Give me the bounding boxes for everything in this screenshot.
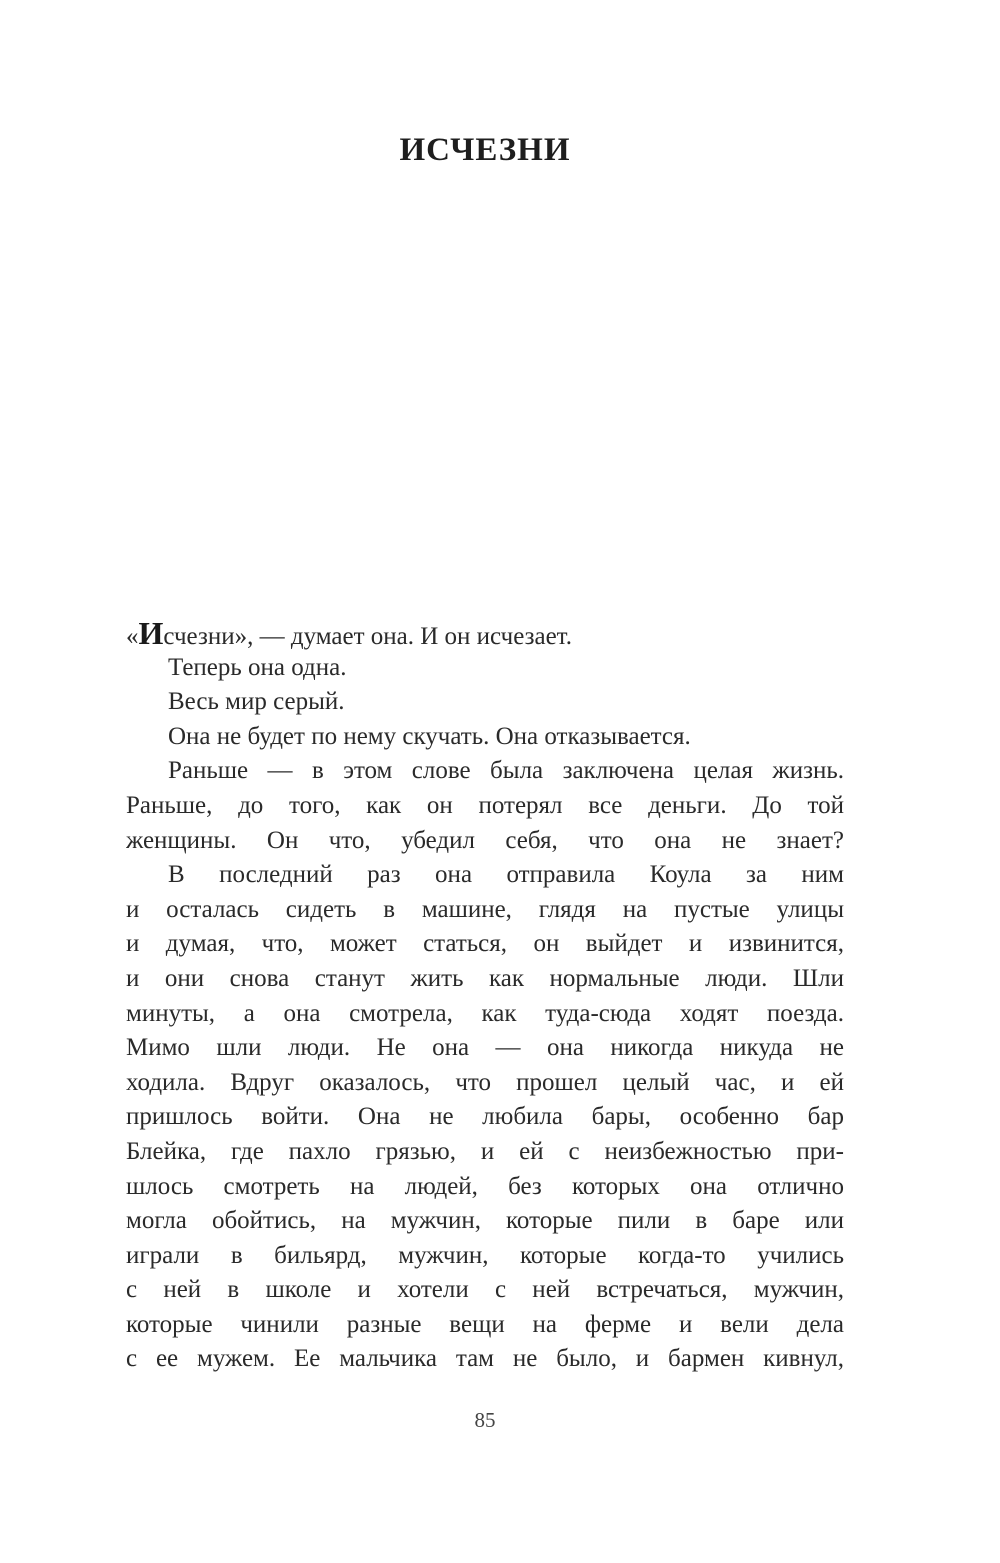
- text-line: Раньше — в этом слове была заключена целая жизнь.: [168, 757, 844, 785]
- text-line: шлось смотреть на людей, без которых она отлично: [126, 1172, 844, 1200]
- text-line: и они снова станут жить как нормальные люди. Шли: [126, 964, 844, 992]
- text-line: Весь мир серый.: [168, 688, 345, 716]
- text-line: и думая, что, может статься, он выйдет и извинится,: [126, 930, 844, 958]
- text-line: которые чинили разные вещи на ферме и вели дела: [126, 1310, 844, 1338]
- text-lines: [126, 651, 844, 1377]
- text-line: Теперь она одна.: [168, 653, 347, 681]
- text-line: женщины. Он что, убедил себя, что она не знает?: [126, 826, 844, 854]
- opening-line-text: счезни», — думает она. И он исчезает.: [163, 623, 572, 650]
- body-text: [126, 616, 844, 1377]
- chapter-title: ИСЧЕЗНИ: [399, 132, 571, 168]
- text-line: В последний раз она отправила Коула за ним: [168, 861, 844, 889]
- text-line: Раньше, до того, как он потерял все деньги. До той: [126, 791, 844, 819]
- text-line: Она не будет по нему скучать. Она отказывается.: [168, 722, 691, 750]
- text-line: Блейка, где пахло грязью, и ей с неизбежностью при-: [126, 1137, 844, 1165]
- text-line: и осталась сидеть в машине, глядя на пустые улицы: [126, 895, 844, 923]
- text-line: с ее мужем. Ее мальчика там не было, и бармен кивнул,: [126, 1345, 844, 1373]
- drop-cap: И: [138, 616, 164, 651]
- text-line: минуты, а она смотрела, как туда-сюда ходят поезда.: [126, 999, 844, 1027]
- opening-line: [126, 616, 844, 651]
- text-line: ходила. Вдруг оказалось, что прошел целый час, и ей: [126, 1068, 844, 1096]
- page-number: 85: [474, 1408, 496, 1432]
- text-line: пришлось войти. Она не любила бары, особенно бар: [126, 1103, 844, 1131]
- open-quote: «: [126, 623, 139, 650]
- text-line: с ней в школе и хотели с ней встречаться, мужчин,: [126, 1276, 844, 1304]
- text-line: могла обойтись, на мужчин, которые пили в баре или: [126, 1207, 844, 1235]
- text-line: Мимо шли люди. Не она — она никогда никуда не: [126, 1034, 844, 1062]
- text-line: играли в бильярд, мужчин, которые когда-то учились: [126, 1241, 844, 1269]
